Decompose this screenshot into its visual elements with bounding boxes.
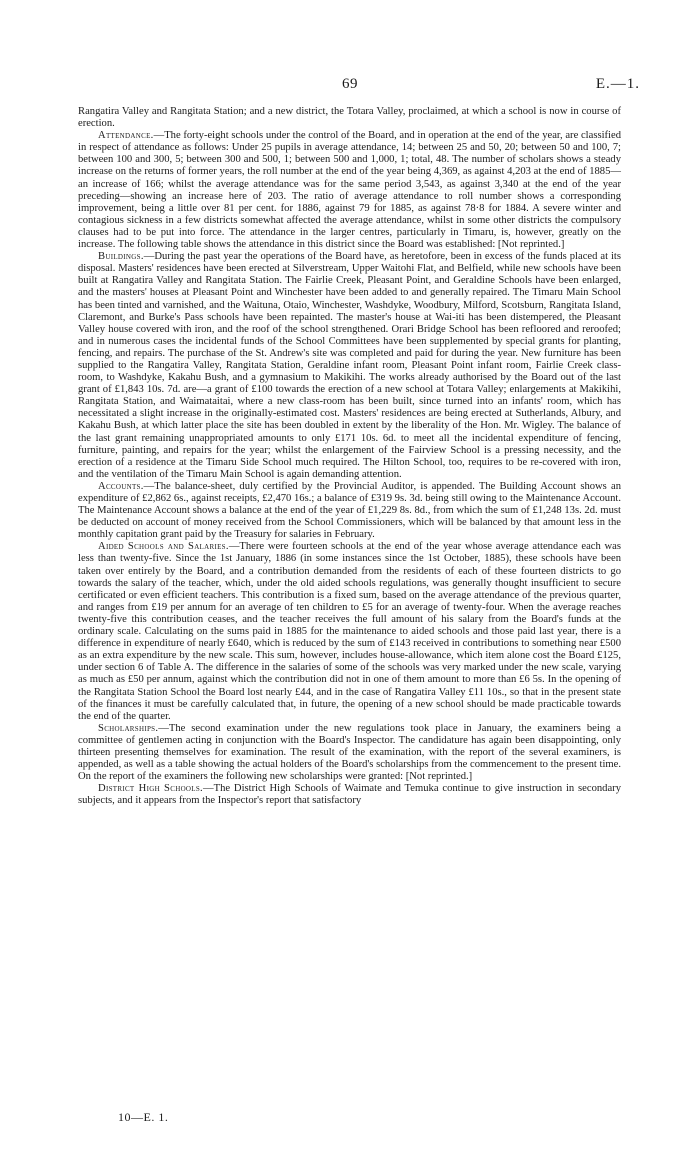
paragraph-buildings (78, 251, 621, 481)
paragraph-text: Rangatira Valley and Rangitata Station; and a new district, the Totara Valley, proclaimed, at which a school is now in course of erection. (78, 106, 621, 130)
paragraph-text: —The second examination under the new regulations took place in January, the examiners being a committee of gentlemen acting in conjunction with the Board's Inspector. The candidature has again been disappointing, only thirteen presenting themselves for examination. The result of the examination, with the report of the several examiners, is appended, as well as a table showing the actual holders of the Board's scholarships from the commencement to the present time. On the report of the examiners the following new scholarships were granted: [Not reprinted.] (78, 722, 621, 783)
paragraph-text: —During the past year the operations of the Board have, as heretofore, been in excess of the funds placed at its disposal. Masters' residences have been erected at Silverstream, Upper Waitohi Flat, and Belfield, while new schools have been built at Rangatira Valley and Rangitata Station. The Fairlie Creek, Pleasant Point, and Geraldine Schools have been enlarged, and the masters' houses at Pleasant Point and Winchester have been added to and generally repaired. The Timaru Main School has been tinted and varnished, and the Waituna, Otaio, Winchester, Washdyke, Woodbury, Milford, Scotsburn, Rangitata Island, Claremont, and Burke's Pass schools have been repainted. The master's house at Wai-iti has been distempered, the Pleasant Valley house covered with iron, and the roof of the school strengthened. Orari Bridge School has been refloored and reroofed; and in numerous cases the incidental funds of the School Committees have been supplemented by special grants for planting, fencing, and repairs. The purchase of the St. Andrew's site was completed and paid for during the year. New furniture has been supplied to the Rangatira Valley, Rangitata Station, Geraldine infant room, Pleasant Point infant room, Fairlie Creek class-room, to Washdyke, Kakahu Bush, and a gymnasium to Makikihi. The works already authorised by the Board out of the last grant of £1,843 10s. 7d. are—a grant of £100 towards the erection of a new school at Totara Valley; enlargements at Makikihi, Rangitata Station, and Waimataitai, where a new class-room has been built, since turned into an infants' room, which has necessitated a slight increase in the originally-estimated cost. Masters' residences are being erected at Sutherlands, Albury, and Kakahu Bush, at which latter place the site has been doubled in extent by the liberality of the Hon. Mr. Wigley. The balance of the last grant remaining unappropriated amounts to only £171 10s. 6d. to meet all the incidental expenditure of fencing, furniture, painting, and repairs for the year; whilst the enlargement of the Fairview School is a pressing necessity, and the erection of a residence at the Timaru Side School much required. The Hilton School, too, requires to be re-covered with iron, and the ventilation of the Timaru Main School is again demanding attention. (78, 251, 621, 480)
paragraph-text: —There were fourteen schools at the end of the year whose average attendance each was less than twenty-five. Since the 1st January, 1886 (in some instances since the 1st October, 1885), these schools have been taken over entirely by the Board, and a contribution demanded from the residents of each of these fourteen districts to go towards the salary of the teacher, which, under the old aided schools regulations, was generally thought insufficient to secure certificated or even efficient teachers. This contribution is a fixed sum, based on the average attendance of the previous quarter, and ranges from £19 per annum for an average of ten children to £5 for an average of twenty-four. When the average reaches twenty-five this contribution ceases, and the teacher receives the full amount of his salary from the Board's funds at the ordinary scale. Calculating on the sums paid in 1885 for the maintenance to aided schools and those paid last year, there is a difference in expenditure of nearly £640, which is reduced by the sum of £143 received in contributions to something near £500 as an extra expenditure by the new scale. This sum, however, includes house-allowance, which item alone cost the Board £125, under section 6 of Table A. The difference in the salaries of some of the schools was very marked under the new scale, varying as much as £50 per annum, against which the contribution did not in one of them amount to more than £6 5s. In the opening of the Rangitata Station School the Board lost nearly £44, and in the case of Rangatira Valley £11 10s., so that in the present state of the finances it must be carefully calculated that, in future, the opening of a new school should be made practicable towards the end of the quarter. (78, 541, 621, 722)
paragraph-heading: Buildings. (98, 251, 144, 263)
paragraph-heading: Aided Schools and Salaries. (98, 541, 229, 553)
paragraph-heading: Attendance. (98, 130, 154, 142)
paragraph-text: —The balance-sheet, duly certified by the Provincial Auditor, is appended. The Building Account shows an expenditure of £2,862 6s., against receipts, £2,470 16s.; a balance of £319 9s. 3d. being still owing to the Maintenance Account. The Maintenance Account shows a balance at the end of the year of £1,229 8s. 8d., from which the sum of £1,248 13s. 2d. must be deducted on account of money received from the School Commissioners, which will be balanced by that amount less in the monthly capitation grant paid by the Treasury for salaries in February. (78, 480, 621, 541)
page-number: 69 (342, 76, 358, 92)
paragraph-attendance (78, 130, 621, 251)
paragraph-aided-schools (78, 541, 621, 722)
body-text (78, 106, 621, 807)
section-code: E.—1. (595, 76, 640, 92)
paragraph-accounts (78, 481, 621, 541)
paragraph-text: —The District High Schools of Waimate and Temuka continue to give instruction in secondary subjects, and it appears from the Inspector's report that satisfactory (78, 783, 621, 807)
paragraph-heading: Scholarships. (98, 722, 159, 734)
paragraph-scholarships (78, 723, 621, 783)
paragraph-heading: Accounts. (98, 480, 144, 492)
signature-mark: 10—E. 1. (118, 1110, 169, 1124)
paragraph-heading: District High Schools. (98, 783, 204, 795)
paragraph-district-high-schools (78, 783, 621, 807)
paragraph-continuation (78, 106, 621, 130)
paragraph-text: —The forty-eight schools under the control of the Board, and in operation at the end of the year, are classified in respect of attendance as follows: Under 25 pupils in average attendance, 14; between 25 and 50, 20; between 50 and 100, 7; between 100 and 300, 5; between 300 and 500, 1; between 500 and 1,000, 1; total, 48. The number of scholars shows a steady increase on the returns of former years, the roll number at the end of the year being 4,369, as against 4,203 at the end of 1885—an increase of 166; whilst the average attendance was for the same period 3,543, as against 3,340 at the end of the year preceding—showing an increase here of 203. The ratio of average attendance to roll number shows a corresponding improvement, being a little over 81 per cent. for 1886, against 79 for 1885, as against 78·8 for 1884. A severe winter and contagious sickness in a few districts somewhat affected the average attendance, whilst in some other districts the compulsory clauses had to be put into force. The attendance in the larger centres, particularly in Timaru, is, however, greatly on the increase. The following table shows the attendance in this district since the Board was established: [Not reprinted.] (78, 130, 621, 251)
